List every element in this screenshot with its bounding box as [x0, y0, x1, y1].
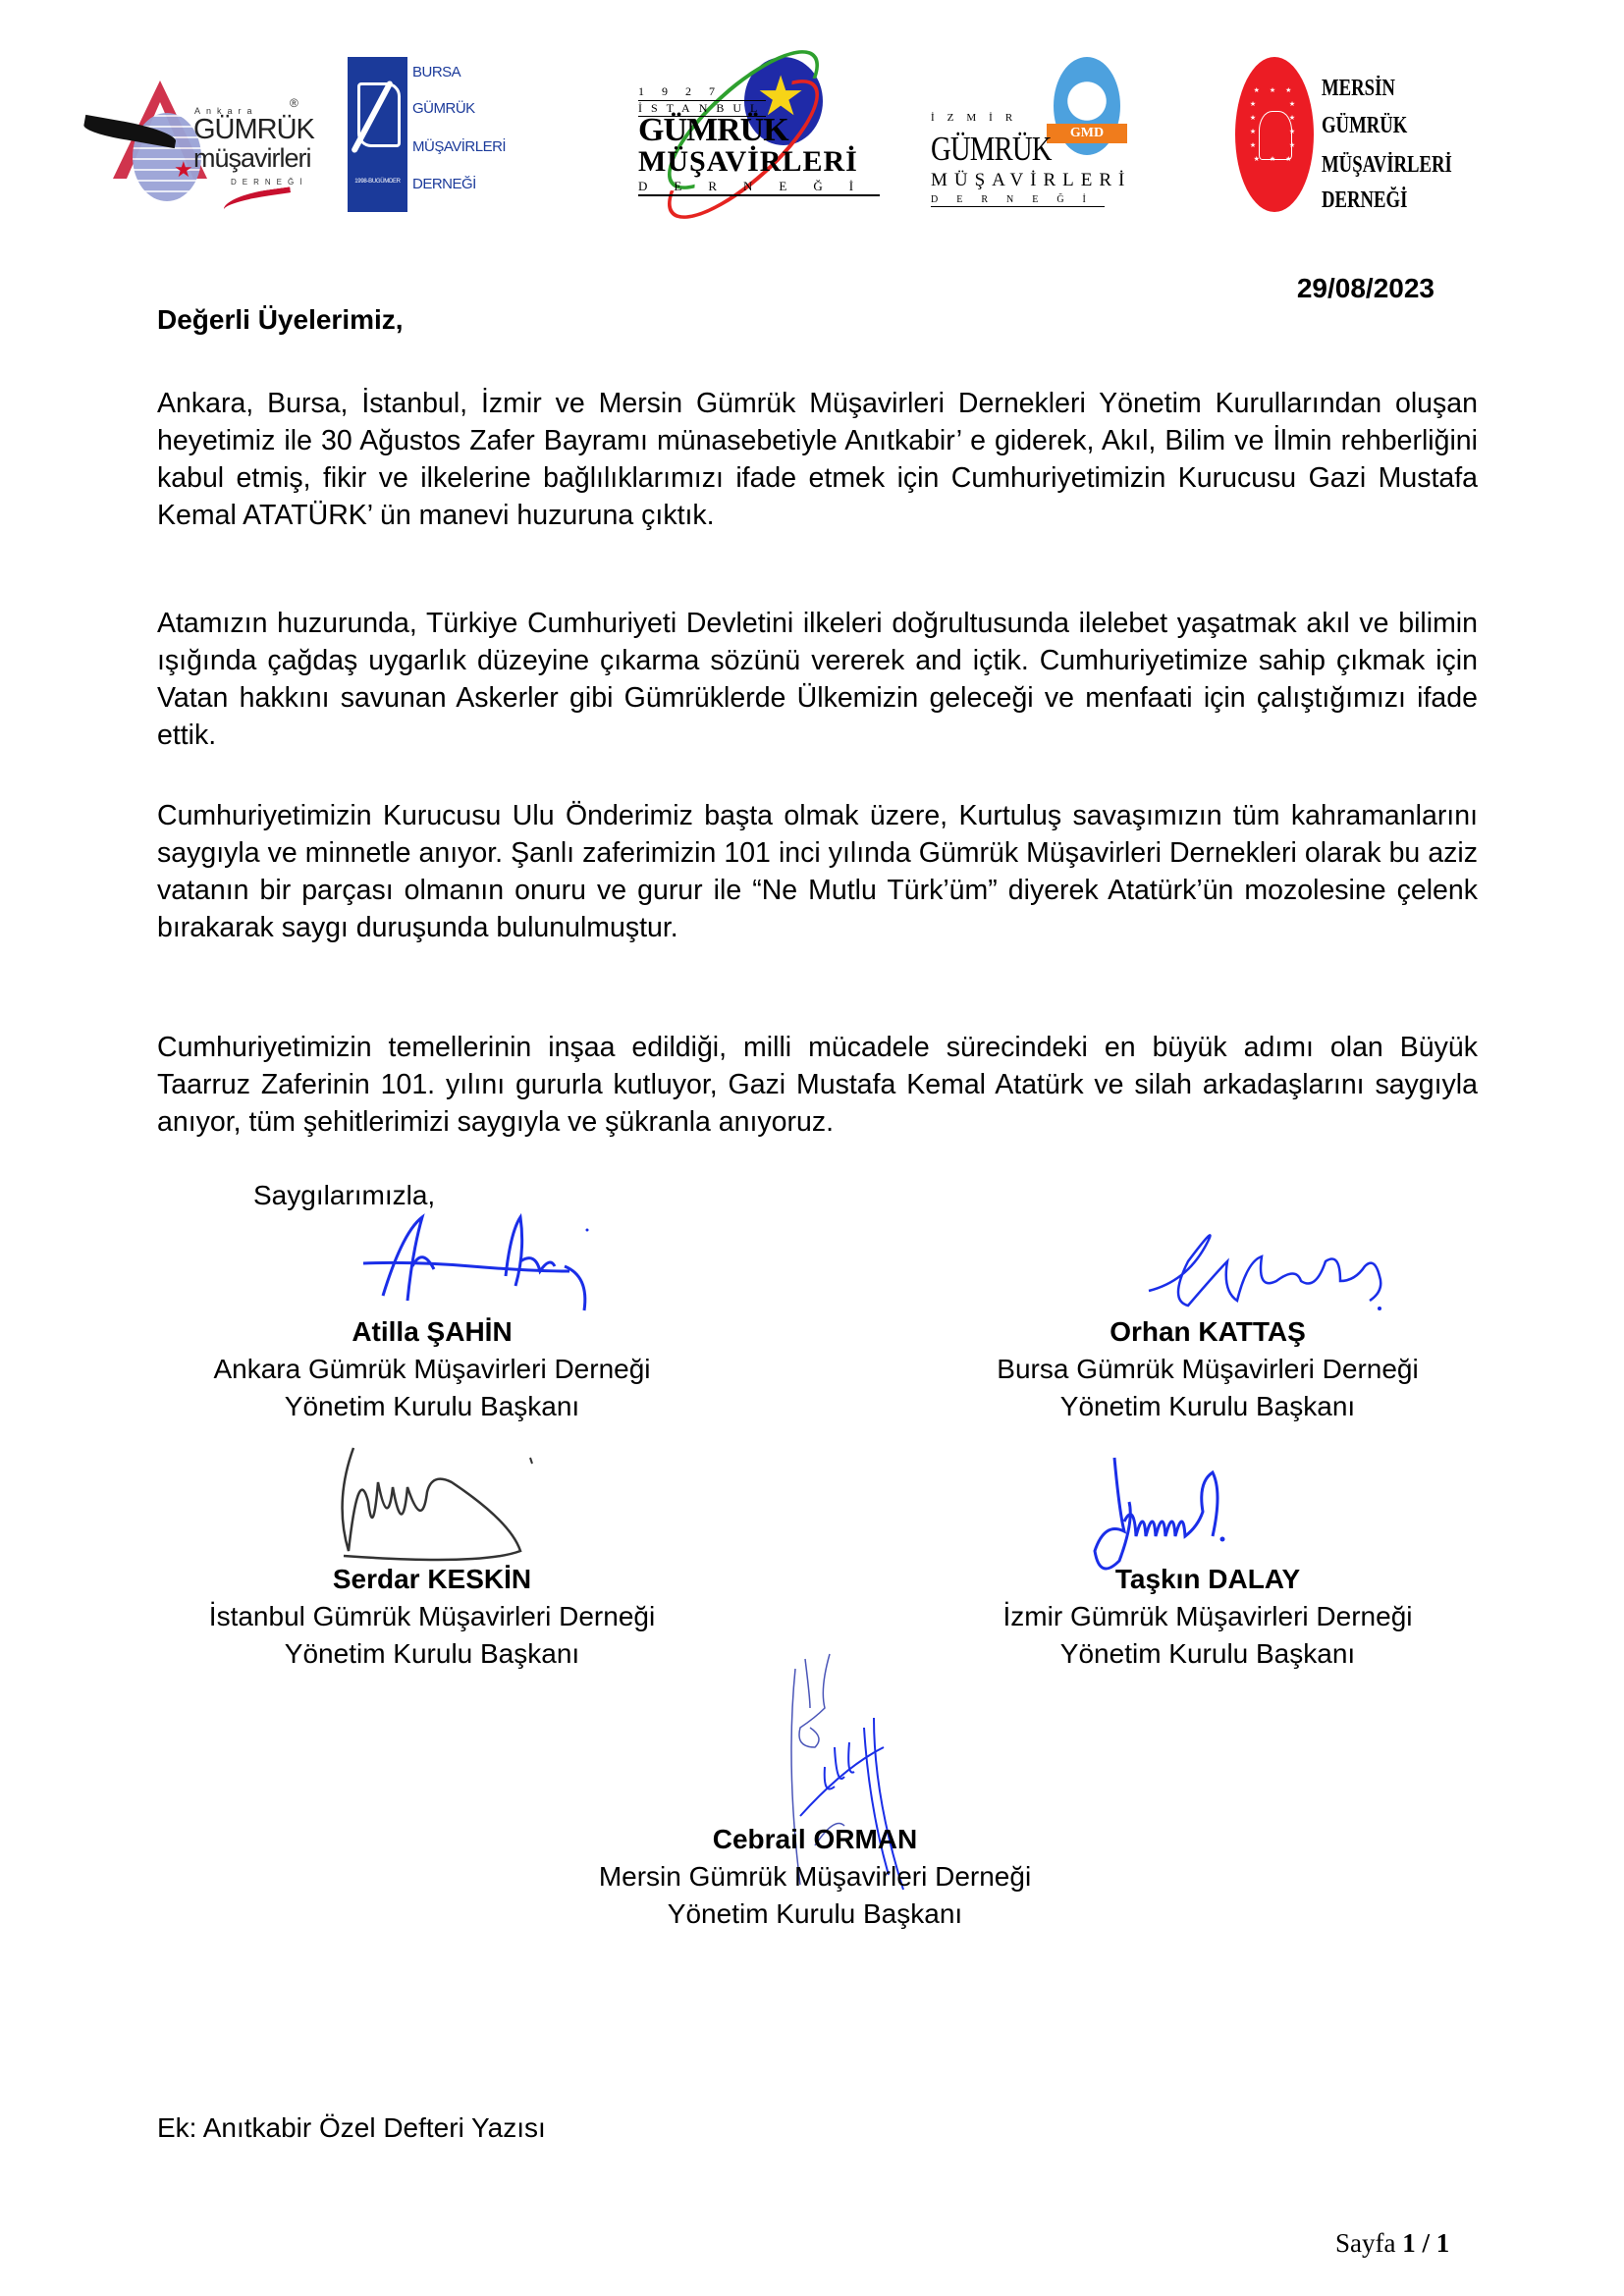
logo-text-line4: DERNEĞİ [1322, 187, 1408, 213]
signature-serdar-keskin-icon [334, 1443, 569, 1571]
logo-text-line3: MÜŞAVİRLERİ [1322, 152, 1452, 178]
signatory-organization: Mersin Gümrük Müşavirleri Derneği [598, 1861, 1032, 1892]
paragraph-1: Ankara, Bursa, İstanbul, İzmir ve Mersin Gümrük Müşavirleri Dernekleri Yönetim Kurullarından oluşan heyetimiz ile 30 Ağustos Zafer Bayramı münasebetiyle Anıtkabir’ e giderek, Akıl, Bilim ve İlmin rehberliğini kabul etmiş, fikir ve ilkelerine bağlılıklarımızı ifade etmek için Cumhuriyetimizin Kurucusu Gazi Mustafa Kemal ATATÜRK’ ün manevi huzuruna çıktık. [157, 388, 1478, 531]
association-logos-header [0, 0, 1624, 236]
signatory-name: Orhan KATTAŞ [1110, 1316, 1306, 1347]
logo-text-line2: GÜMRÜK [412, 100, 475, 117]
logo-text-line2: MÜŞAVİRLERİ [638, 145, 858, 178]
signatory-name: Serdar KESKİN [332, 1564, 532, 1594]
gmd-ribbon-badge: GMD [1047, 124, 1127, 143]
logo-city: İSTANBUL [638, 101, 767, 115]
signatory-name: Taşkın DALAY [1114, 1564, 1301, 1594]
signatory-block-5 [520, 1821, 1110, 1933]
logo-text-small: Ankara [194, 106, 258, 116]
page-number [1335, 2228, 1449, 2259]
mersin-seal-icon [1235, 57, 1314, 212]
logo-text-line3: MÜŞAVİRLERİ [412, 138, 507, 155]
bursa-emblem-box [348, 57, 407, 212]
logo-text-line1: BURSA [412, 64, 461, 80]
star-icon: ★ [174, 157, 193, 182]
logo-year: 1927 [638, 84, 732, 98]
signatory-block-3 [157, 1561, 707, 1673]
signatory-title: Yönetim Kurulu Başkanı [1059, 1391, 1356, 1421]
signatory-organization: İstanbul Gümrük Müşavirleri Derneği [208, 1601, 656, 1631]
page-total: 1 [1435, 2228, 1450, 2258]
izmir-association-logo [931, 57, 1147, 224]
logo-text-line4: DERNEĞİ [412, 176, 476, 192]
logo-text-line3: DERNEĞİ [931, 194, 1105, 205]
paragraph-4: Cumhuriyetimizin temellerinin inşaa edildiği, milli mücadele sürecindeki en büyük adımı olan Büyük Taarruz Zaferinin 101. yılını gururla kutluyor, Gazi Mustafa Kemal Atatürk ve silah arkadaşlarını saygıyla anıyor, tüm şehitlerimizi saygıyla ve şükranla anıyoruz. [157, 1032, 1478, 1138]
paragraph-2: Atamızın huzurunda, Türkiye Cumhuriyeti Devletini ilkeleri doğrultusunda ilelebet yaşatmak akıl ve bilimin ışığında çağdaş uygarlık düzeyine çıkarma sözünü vererek and içtik. Cumhuriyetimize sahip çıkmak için Vatan hakkını savunan Askerler gibi Gümrüklerde Ülkemizin geleceği ve menfaati için çalıştığımızı ifade ettik. [157, 608, 1478, 751]
signatory-organization: İzmir Gümrük Müşavirleri Derneği [1002, 1601, 1413, 1631]
annex-note: Ek: Anıtkabir Özel Defteri Yazısı [157, 2112, 546, 2143]
signatory-organization: Bursa Gümrük Müşavirleri Derneği [997, 1354, 1419, 1384]
logo-text-line1: GÜMRÜK [638, 112, 788, 148]
logo-text-line2: GÜMRÜK [1322, 113, 1408, 138]
logo-text-line2: MÜŞAVİRLERİ [931, 170, 1132, 190]
logo-text-line3: DERNEĞİ [231, 178, 308, 187]
logo-text-line1: MERSİN [1322, 76, 1395, 101]
signatory-block-1 [157, 1313, 707, 1425]
istanbul-association-logo [638, 57, 881, 219]
signatory-title: Yönetim Kurulu Başkanı [284, 1391, 580, 1421]
signatory-name: Cebrail ORMAN [712, 1824, 918, 1854]
page-label: Sayfa [1335, 2228, 1396, 2258]
emblem-caption: 1998-BUGÜMDER [354, 179, 401, 185]
logo-text-line3: DERNEĞİ [638, 179, 880, 196]
signatory-block-2 [933, 1313, 1483, 1425]
closing-salutation: Saygılarımızla, [253, 1180, 436, 1210]
signature-atilla-sahin-icon [353, 1212, 648, 1320]
signature-taskin-dalay-icon [1075, 1453, 1311, 1575]
letter-date: 29/08/2023 [1296, 273, 1435, 303]
paragraph-3: Cumhuriyetimizin Kurucusu Ulu Önderimiz başta olmak üzere, Kurtuluş savaşımızın tüm kahramanlarını saygıyla ve minnetle anıyor. Şanlı zaferimizin 101 inci yılında Gümrük Müşavirleri Dernekleri olarak bu aziz vatanın bir parçası olmanın onuru ve gurur ile “Ne Mutlu Türk’üm” diyerek Atatürk’ün mozolesine çelenk bırakarak saygı duruşunda bulunulmuştur. [157, 800, 1478, 943]
two-figures-icon [1259, 111, 1292, 160]
signatory-block-4 [933, 1561, 1483, 1673]
swoosh-shape-icon [222, 187, 293, 216]
ankara-association-logo [83, 69, 314, 206]
logo-text-line2: müşavirleri [193, 143, 311, 173]
bursa-association-logo [348, 57, 544, 214]
logo-text-line1: GÜMRÜK [193, 114, 314, 145]
page-current: 1 [1402, 2228, 1416, 2258]
signature-orhan-kattas-icon [1129, 1222, 1424, 1320]
signatory-title: Yönetim Kurulu Başkanı [667, 1898, 963, 1929]
page-separator: / [1422, 2228, 1430, 2258]
signatory-title: Yönetim Kurulu Başkanı [1059, 1638, 1356, 1669]
letter-greeting: Değerli Üyelerimiz, [157, 304, 404, 335]
registered-mark: ® [290, 96, 298, 110]
star-icon: ★ [756, 65, 806, 127]
logo-text-line1: GÜMRÜK [931, 130, 1052, 168]
signatory-organization: Ankara Gümrük Müşavirleri Derneği [213, 1354, 651, 1384]
signatory-name: Atilla ŞAHİN [352, 1316, 513, 1347]
logo-city: İZMİR [931, 112, 1026, 124]
stars-icon: ★ ★ ★ ★ ★ ★ ★ ★ ★ ★ ★ ★ ★ ★ [1249, 87, 1300, 163]
signatory-title: Yönetim Kurulu Başkanı [284, 1638, 580, 1669]
mersin-association-logo [1235, 57, 1471, 219]
